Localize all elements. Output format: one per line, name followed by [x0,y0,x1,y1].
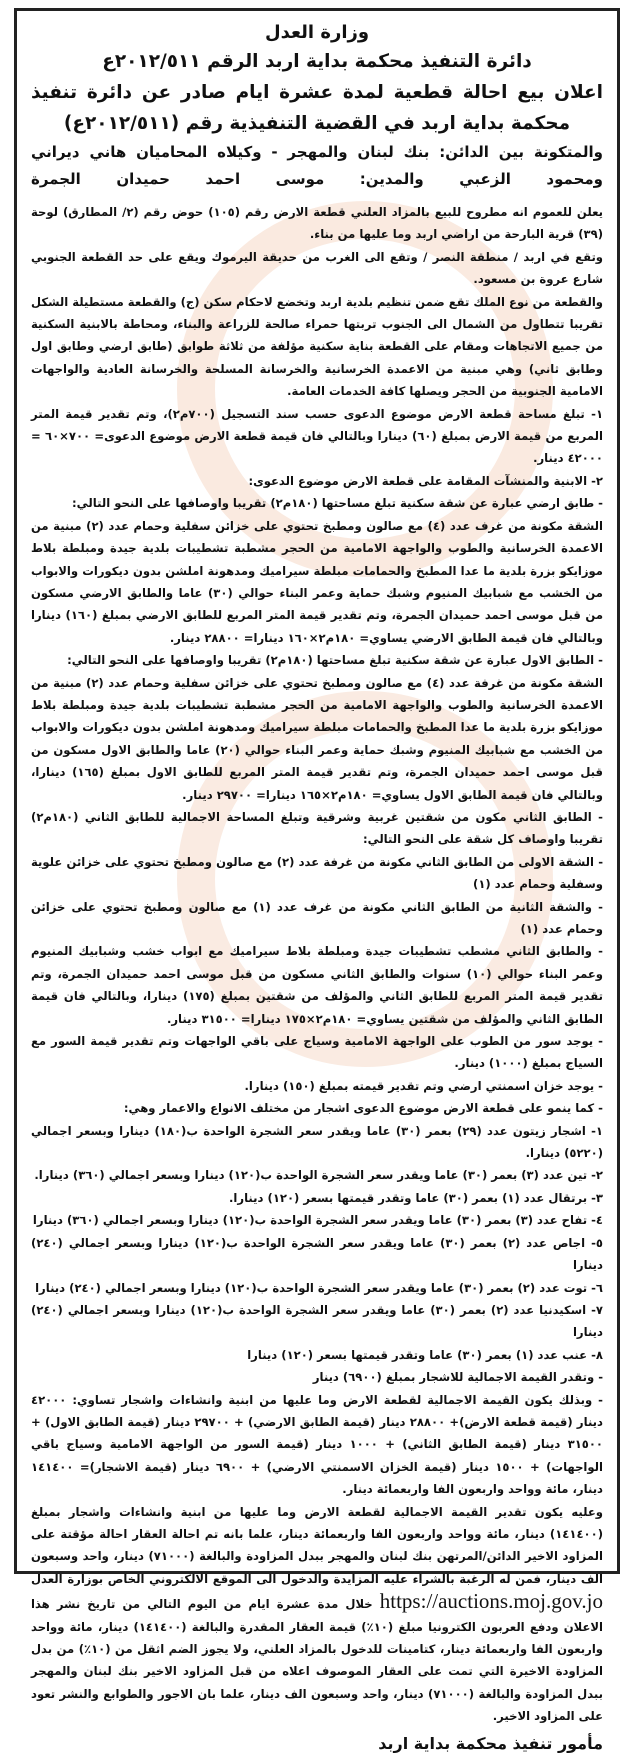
notice-content [17,11,617,1758]
sale-announcement-title: اعلان بيع احالة قطعية لمدة عشرة ايام صادر عن دائرة تنفيذ محكمة بداية اربد في القضية التنفيذية رقم (٢٠١٢/٥١١ع) [31,82,603,134]
notice-body [31,201,603,1501]
body-paragraph: الشقة مكونة من غرف عدد (٤) مع صالون ومطبخ تحتوي على خزائن سفلية وحمام عدد (٢) مبنية من الاعمدة الخرسانية والطوب والواجهة الامامية من الحجر مشطبة تشطيبات بلدية جيدة ومبلطة بلاط موزايكو بزرة بلدية ما عدا المطبخ والحمامات مبلطة سيراميك ومدهونة املشن بدون ديكورات والابواب من الخشب مع شبابيك المنيوم وشبك حماية وعمر البناء حوالي (٣٠) عاما والطابق الارضي مسكون من قبل موسى احمد حميدان الجمرة، وتم تقدير قيمة المتر المربع للطابق الارضي بمبلغ (١٦٠) دينارا وبالتالي فان قيمة الطابق الارضي يساوي= ١٨٠م٢×١٦٠ دينارا= ٢٨٨٠٠ دينار. [31,518,603,645]
body-paragraph: ١- اشجار زيتون عدد (٢٩) بعمر (٣٠) عاما ويقدر سعر الشجرة الواحدة ب(١٨٠) دينارا وبسعر اجمالي (٥٢٢٠) دينارا. [31,1123,603,1161]
case-title: دائرة التنفيذ محكمة بداية اربد الرقم ٢٠١٢/٥١١ع [102,51,532,72]
body-paragraph: - والطابق الثاني مشطب تشطيبات جيدة ومبلطة بلاط سيراميك مع ابواب خشب وشبابيك المنيوم وعمر البناء حوالي (١٠) سنوات والطابق الثاني مسكون من قبل موسى احمد حميدان الجمرة، وتم تقدير قيمة المتر المربع للطابق الثاني والمؤلف من شقتين بمبلغ (١٧٥) دينارا، وبالتالي فان قيمة الطابق الثاني والمؤلف من شقتين يساوي= ١٨٠م٢×١٧٥ دينارا= ٣١٥٠٠ دينار. [31,944,603,1026]
auction-url-link[interactable]: https://auctions.moj.gov.jo [379,1589,603,1614]
body-paragraph: - يوجد خزان اسمنتي ارضي وتم تقدير قيمته بمبلغ (١٥٠) دينارا. [244,1078,603,1093]
closing-text-2: خلال مدة عشرة ايام من اليوم التالي من تاريخ نشر هذا الاعلان ودفع العربون الكترونيا مبلغ (١٠٪) قيمة العقار المقدرة والبالغة (١٤١٤٠٠) دينار، مائة وواحد واربعون الفا واربعمائة دينار، كتامينات للدخول بالمزاد العلني، ولا يجوز الضم اثقل من (١٠٪) من بدل المزاودة الاخيرة التي تمت على العقار الموصوف اعلاه من قبل المزاود الاخير بنك لبنان والمهجر ببدل المزاودة والبالغة (٧١٠٠٠) دينار، واحد وسبعون الف دينار، علما بان الاجور والطوابع والنشر تعود على المزاود الاخير. [31,1597,604,1724]
parties: والمتكونة بين الدائن: بنك لبنان والمهجر - وكيلاه المحاميان هاني ديراني ومحمود الزعبي والمدين: موسى احمد حميدان الجمرة [31,143,603,188]
closing-text-1: وعليه يكون تقدير القيمة الاجمالية لقطعة الارض وما عليها من ابنية وانشاءات واشجار بمبلغ (١٤١٤٠٠) دينار، مائة وواحد واربعون الفا واربعمائة دينار، علما بانه تم احالة العقار احالة مؤقتة على المزاود الاخير الدائن/المرتهن بنك لبنان والمهجر ببدل المزاودة والبالغة (٧١٠٠٠) دينار، واحد وسبعون الف دينار، فمن له الرغبة بالشراء عليه المزايدة والدخول الى الموقع الالكتروني الخاص بوزارة العدل [31,1504,603,1586]
body-paragraph: - يوجد سور من الطوب على الواجهة الامامية وسياج على باقي الواجهات وتم تقدير قيمة السور مع السياج بمبلغ (١٠٠٠) دينار. [31,1034,603,1071]
body-paragraph: يعلن للعموم انه مطروح للبيع بالمزاد العلني قطعة الارض رقم (١٠٥) حوض رقم (٢/ المطارق) لوحة (٣٩) قرية البارحة من اراضي اربد وما عليها من بناء. [31,205,603,242]
body-paragraph: وتقع في اربد / منطقة النصر / وتقع الى الغرب من حديقة اليرموك ويقع على حد القطعة الجنوبي شارع عروة بن مسعود. [31,249,603,287]
body-paragraph: الشقة مكونة من غرفة عدد (٤) مع صالون ومطبخ تحتوي على خزائن سفلية وحمام عدد (٢) مبنية من الاعمدة الخرسانية والطوب والواجهة الامامية من الحجر مشطبة تشطيبات بلدية جيدة ومبلطة بلاط موزايكو بزرة بلدية ما عدا المطبخ والحمامات مبلطة سيراميك ومدهونة املشن بدون ديكورات والابواب من الخشب مع شبابيك المنيوم وشبك حماية وعمر البناء حوالي (٢٠) عاما والطابق الاول مسكون من قبل موسى احمد حميدان الجمرة، وتم تقدير قيمة المتر المربع للطابق الاول بمبلغ (١٦٥) دينارا، وبالتالي فان قيمة الطابق الاول يساوي= ١٨٠م٢×١٦٥ دينارا= ٢٩٧٠٠ دينار. [31,675,603,802]
body-paragraph: ٤- تفاح عدد (٣) بعمر (٣٠) عاما ويقدر سعر الشجرة الواحدة ب(١٢٠) دينارا وبسعر اجمالي (٣٦٠) دينارا [32,1213,603,1228]
signature: مأمور تنفيذ محكمة بداية اربد [378,1733,603,1753]
body-paragraph: ١- تبلغ مساحة قطعة الارض موضوع الدعوى حسب سند التسجيل (٧٠٠م٢)، وتم تقدير قيمة المتر المربع من قيمة الارض بمبلغ (٦٠) دينارا وبالتالي فان قيمة قطعة الارض موضوع الدعوى= ٧٠٠×٦٠ = ٤٢٠٠٠ دينار. [31,406,604,466]
notice-frame [14,8,620,1753]
body-paragraph: ٦- توت عدد (٢) بعمر (٣٠) عاما ويقدر سعر الشجرة الواحدة ب(١٢٠) دينارا وبسعر اجمالي (٢٤٠) دينارا [35,1280,603,1295]
closing-paragraph [31,1501,603,1728]
body-paragraph: ٢- الابنية والمنشآت المقامة على قطعة الارض موضوع الدعوى: [248,473,603,488]
body-paragraph: ٣- برتقال عدد (١) بعمر (٣٠) عاما وتقدر قيمتها بسعر (١٢٠) دينارا. [229,1190,603,1205]
body-paragraph: ٨- عنب عدد (١) بعمر (٣٠) عاما وتقدر قيمتها بسعر (١٢٠) دينارا [247,1347,603,1362]
ministry-title: وزارة العدل [264,22,370,43]
body-paragraph: - والشقة الثانية من الطابق الثاني مكونة من غرف عدد (١) مع صالون ومطبخ تحتوي على خزائن وحمام عدد (١) [31,899,603,936]
body-paragraph: ٢- تين عدد (٣) بعمر (٣٠) عاما ويقدر سعر الشجرة الواحدة ب(١٢٠) دينارا وبسعر اجمالي (٣٦٠) دينارا. [34,1168,603,1183]
body-paragraph: ٥- اجاص عدد (٢) بعمر (٣٠) عاما ويقدر سعر الشجرة الواحدة ب(١٢٠) دينارا وبسعر اجمالي (٢٤٠) دينارا [31,1235,603,1273]
body-paragraph: - وبذلك يكون القيمة الاجمالية لقطعة الارض وما عليها من ابنية وانشاءات واشجار تساوي: ٤٢٠٠٠ دينار (قيمة قطعة الارض)+ ٢٨٨٠٠ دينار (قيمة الطابق الارضي) + ٢٩٧٠٠ دينار (قيمة الطابق الاول) + ٣١٥٠٠ دينار (قيمة الطابق الثاني) + ١٠٠٠ دينار (قيمة السور من الواجهة الامامية وسياج باقي الواجهات) + ١٥٠٠ دينار (قيمة الخزان الاسمنتي الارضي) + ٦٩٠٠ دينار (قيمة الاشجار)= ١٤١٤٠٠ دينار، مائة وواحد واربعون الفا واربعمائة دينار. [31,1392,604,1497]
body-paragraph: ٧- اسكيدنيا عدد (٢) بعمر (٣٠) عاما ويقدر سعر الشجرة الواحدة ب(١٢٠) دينارا وبسعر اجمالي (٢٤٠) دينارا [31,1302,603,1340]
body-paragraph: - الطابق الثاني مكون من شقتين غربية وشرقية وتبلغ المساحة الاجمالية للطابق الثاني (١٨٠م٢) تقريبا واوصاف كل شقة على النحو التالي: [31,809,603,847]
body-paragraph: - الطابق الاول عبارة عن شقة سكنية تبلغ مساحتها (١٨٠م٢) تقريبا واوصافها على النحو التالي: [67,653,603,668]
body-paragraph: - الشقة الاولى من الطابق الثاني مكونة من غرفة عدد (٢) مع صالون ومطبخ تحتوي على خزائن علوية وسفلية وحمام عدد (١) [31,854,604,892]
body-paragraph: - كما ينمو على قطعة الارض موضوع الدعوى اشجار من مختلف الانواع والاعمار وهي: [123,1101,603,1116]
body-paragraph: - وتقدر القيمة الاجمالية للاشجار بمبلغ (٦٩٠٠) دينار [312,1370,603,1385]
body-paragraph: - طابق ارضي عبارة عن شقة سكنية تبلغ مساحتها (١٨٠م٢) تقريبا واوصافها على النحو التالي: [72,496,603,511]
body-paragraph: والقطعة من نوع الملك تقع ضمن تنظيم بلدية اربد وتخضع لاحكام سكن (ج) والقطعة مستطيلة الشكل تقريبا تتطاول من الشمال الى الجنوب تربتها حمراء صالحة للزراعة والبناء، ومحاطة بالابنية السكنية من جميع الاتجاهات ومقام على القطعة بناية سكنية مؤلفة من ثلاثة طوابق (طابق ارضي وطابق اول وطابق ثاني) وهي مبنية من الاعمدة الخرسانية والخرسانة المسلحة والخرسانة العادية والواجهات الامامية الجنوبية من الحجر ويصلها كافة الخدمات العامة. [31,294,603,399]
